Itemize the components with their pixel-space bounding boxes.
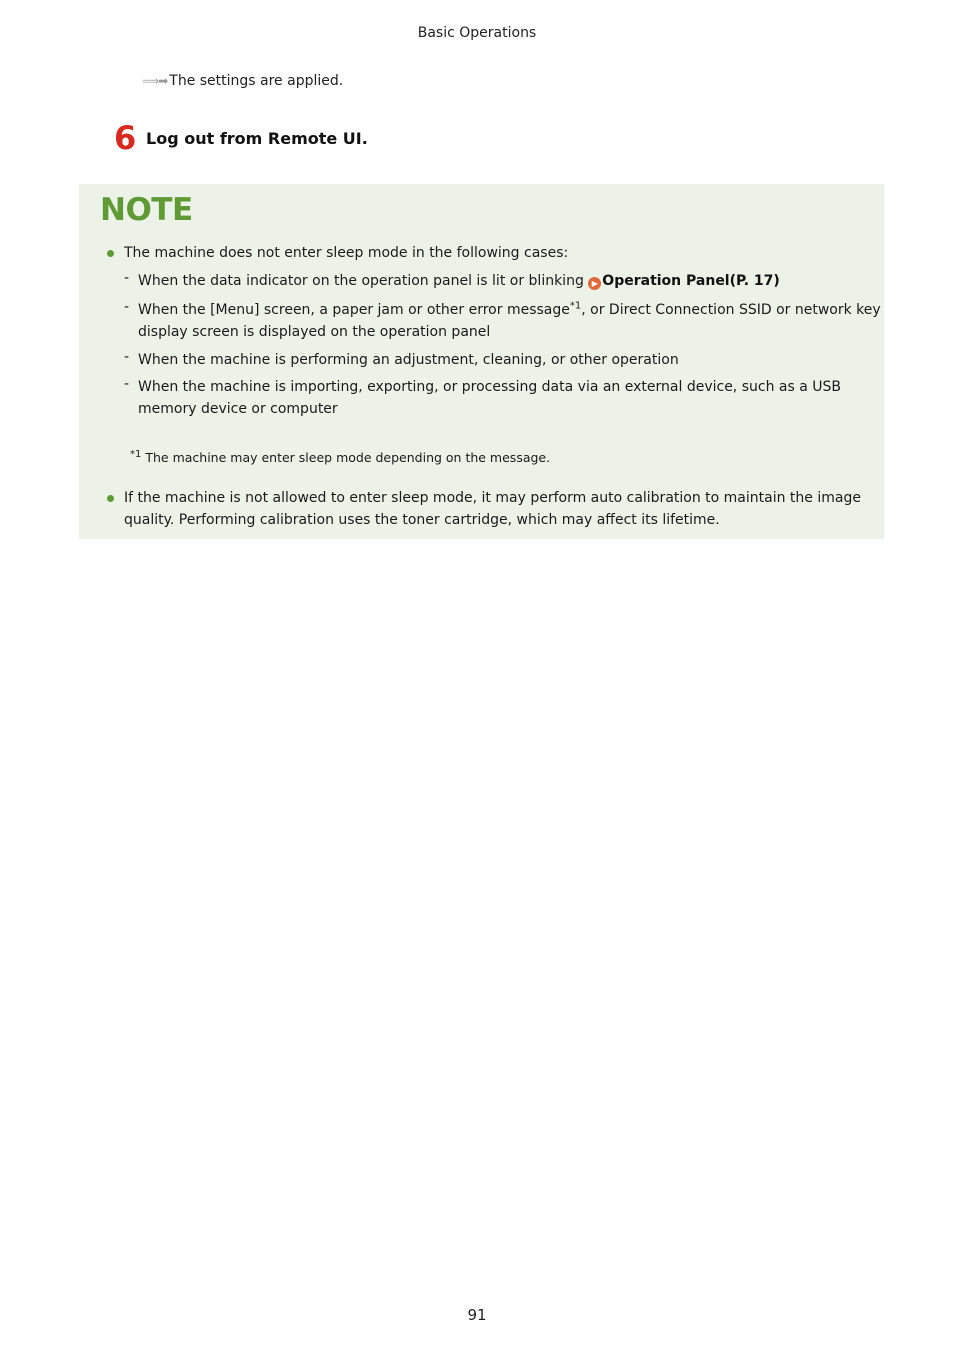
result-line xyxy=(142,73,343,89)
subitem-1-text: When the data indicator on the operation panel is lit or blinking xyxy=(138,273,589,289)
footnote xyxy=(130,450,550,465)
footnote-ref: *1 xyxy=(569,300,582,312)
note-subitem-2-line2: display screen is displayed on the operation panel xyxy=(138,324,491,340)
result-text: The settings are applied. xyxy=(169,73,344,89)
page-number: 91 xyxy=(467,1306,487,1324)
page-header: Basic Operations xyxy=(417,25,537,41)
operation-panel-link[interactable]: Operation Panel(P. 17) xyxy=(602,273,780,289)
link-arrow-icon[interactable]: ▶ xyxy=(588,277,601,290)
bullet-icon xyxy=(107,250,114,257)
note-bullet-2-line2: quality. Performing calibration uses the toner cartridge, which may affect its lifetime. xyxy=(124,512,720,528)
note-subitem-2 xyxy=(138,299,881,321)
note-subitem-3: When the machine is performing an adjustment, cleaning, or other operation xyxy=(138,352,679,368)
dash-icon: - xyxy=(124,349,130,365)
subitem-2-text-before: When the [Menu] screen, a paper jam or other error message xyxy=(138,302,570,318)
note-subitem-4-line2: memory device or computer xyxy=(138,401,338,417)
bullet-icon xyxy=(107,495,114,502)
subitem-2-text-after: , or Direct Connection SSID or network key xyxy=(581,302,881,318)
step-6 xyxy=(114,119,368,157)
dash-icon: - xyxy=(124,299,130,315)
dash-icon: - xyxy=(124,270,130,286)
footnote-marker: *1 xyxy=(130,448,142,460)
result-arrow-icon: ⟹➡ xyxy=(142,74,168,88)
note-subitem-4: When the machine is importing, exporting, or processing data via an external device, such as a USB xyxy=(138,379,841,395)
step-number: 6 xyxy=(114,119,137,157)
note-box xyxy=(79,184,884,539)
note-subitem-1 xyxy=(138,270,780,292)
footnote-text: The machine may enter sleep mode depending on the message. xyxy=(145,450,551,465)
dash-icon: - xyxy=(124,376,130,392)
note-title: NOTE xyxy=(100,192,193,228)
note-bullet-1: The machine does not enter sleep mode in the following cases: xyxy=(124,245,569,261)
note-bullet-2-line1: If the machine is not allowed to enter sleep mode, it may perform auto calibration to maintain the image xyxy=(124,490,861,506)
step-text: Log out from Remote UI. xyxy=(146,128,368,148)
